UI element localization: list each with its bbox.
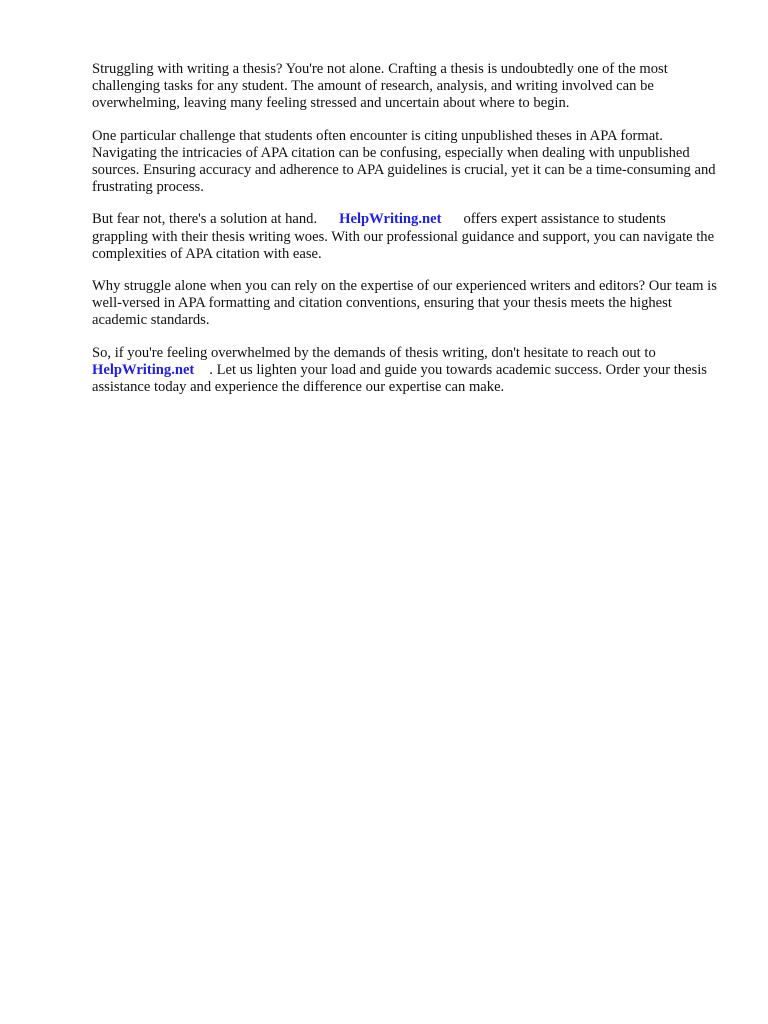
paragraph-apa-challenge: One particular challenge that students often encounter is citing unpublished theses in APA format. Navigating the intricacies of APA citation can be confusing, especially when dealing with unpublished sources. Ensuring accuracy and adherence to APA guidelines is crucial, yet it can be a time-consuming and frustrating process. bbox=[92, 127, 716, 196]
paragraph-solution-lead: But fear not, there's a solution at hand. bbox=[92, 211, 318, 228]
document-page bbox=[92, 61, 717, 411]
paragraph-solution bbox=[92, 211, 717, 263]
paragraph-call-to-action bbox=[92, 345, 717, 397]
paragraph-cta-lead: So, if you're feeling overwhelmed by the demands of thesis writing, don't hesitate to reach out to bbox=[92, 344, 656, 361]
paragraph-solution-rest: offers expert assistance to students grappling with their thesis writing woes. With our professional guidance and support, you can navigate the complexities of APA citation with ease. bbox=[92, 211, 715, 262]
paragraph-expertise: Why struggle alone when you can rely on the expertise of our experienced writers and editors? Our team is well-versed in APA formatting and citation conventions, ensuring that your thesis meets the highest academic standards. bbox=[92, 278, 717, 329]
helpwriting-link[interactable]: HelpWriting.net bbox=[339, 211, 442, 228]
helpwriting-link-cta[interactable]: HelpWriting.net bbox=[92, 361, 195, 378]
paragraph-cta-rest: . Let us lighten your load and guide you towards academic success. Order your thesis assistance today and experience the difference our expertise can make. bbox=[92, 361, 707, 396]
paragraph-intro: Struggling with writing a thesis? You're not alone. Crafting a thesis is undoubtedly one of the most challenging tasks for any student. The amount of research, analysis, and writing involved can be overwhelming, leaving many feeling stressed and uncertain about where to begin. bbox=[92, 61, 668, 112]
